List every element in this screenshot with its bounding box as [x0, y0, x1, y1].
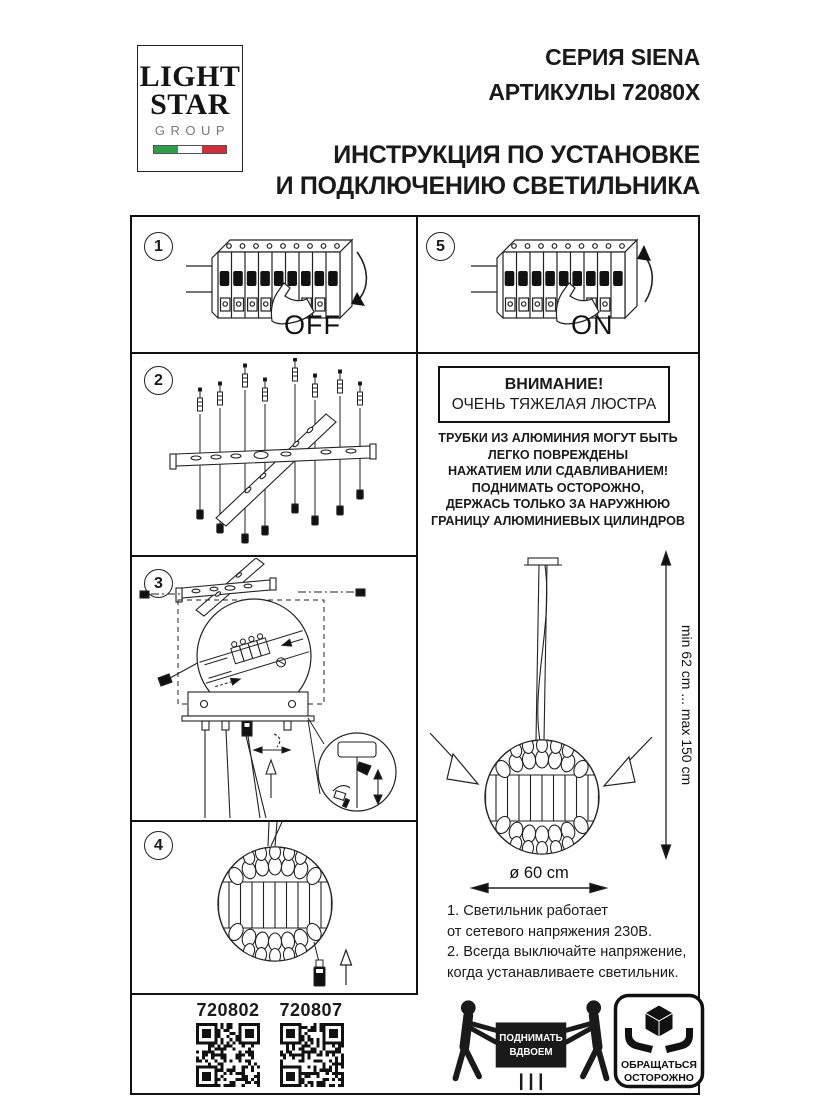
warning-line: ТРУБКИ ИЗ АЛЮМИНИЯ МОГУТ БЫТЬ	[438, 431, 678, 445]
warning-box	[438, 366, 670, 423]
notes	[447, 901, 702, 984]
step-5-number: 5	[436, 237, 445, 255]
side-screw-left	[140, 591, 149, 598]
care-badge-line2: ОСТОРОЖНО	[624, 1072, 694, 1084]
step-2-number: 2	[154, 371, 163, 389]
diameter-label: ø 60 cm	[509, 864, 569, 882]
height-dimension	[662, 552, 671, 858]
lightstar-logo	[137, 45, 243, 172]
chandelier-close-diagram	[170, 822, 380, 991]
cross-bracket	[170, 414, 376, 526]
adjust-arrows	[254, 734, 290, 798]
on-label: ON	[571, 310, 614, 340]
note-line: когда устанавливаете светильник.	[447, 965, 679, 982]
circuit-breaker-on-diagram	[465, 226, 661, 344]
series-title: СЕРИЯ SIENA	[545, 44, 700, 70]
arrow-up-icon	[341, 950, 352, 985]
step-1-number: 1	[154, 237, 163, 255]
wall-anchors	[198, 358, 363, 411]
step-5-badge	[426, 232, 455, 261]
height-range-label: min 62 cm ... max 150 cm	[679, 624, 695, 786]
logo-word-star: STAR	[150, 87, 230, 121]
care-badge-line1: ОБРАЩАТЬСЯ	[621, 1059, 697, 1071]
row-divider-1	[130, 352, 698, 354]
note-line: 1. Светильник работает	[447, 903, 608, 919]
off-label: OFF	[284, 310, 341, 340]
logo-word-group: GROUP	[154, 123, 231, 139]
warning-body	[424, 430, 692, 530]
step-4-number: 4	[154, 836, 163, 854]
document-header	[276, 45, 700, 202]
row-divider-2	[130, 555, 418, 557]
circuit-breaker-off-diagram	[180, 226, 376, 344]
row-divider-4	[130, 993, 418, 995]
step-1-badge	[144, 232, 173, 261]
side-screw-right	[356, 589, 365, 596]
column-divider	[416, 215, 418, 995]
article-number-720802: 720802	[196, 1000, 260, 1020]
flag-white-stripe	[178, 146, 202, 153]
pointer-arrow-right	[604, 737, 652, 786]
warning-line: НАЖАТИЕМ ИЛИ СДАВЛИВАНИЕМ!	[447, 464, 669, 479]
step-4-badge	[144, 831, 173, 860]
article-number-720807: 720807	[279, 1000, 343, 1020]
lift-badge-line2: ВДВОЕМ	[509, 1046, 553, 1058]
warning-line: ЛЕГКО ПОВРЕЖДЕНЫ	[487, 447, 629, 462]
warning-line: ДЕРЖАСЬ ТОЛЬКО ЗА НАРУЖНЮЮ	[445, 497, 671, 512]
instruction-title-line1: ИНСТРУКЦИЯ ПО УСТАНОВКЕ	[333, 140, 700, 169]
warning-heading: ВНИМАНИЕ!	[504, 375, 604, 393]
ceiling-plate	[182, 692, 314, 721]
note-line: 2. Всегда выключайте напряжение,	[447, 944, 687, 961]
qr-code-right	[280, 1023, 344, 1087]
flag-red-stripe	[202, 146, 226, 153]
chandelier-dimension-diagram	[420, 545, 705, 897]
instruction-title-line2: И ПОДКЛЮЧЕНИЮ СВЕТИЛЬНИКА	[275, 172, 700, 201]
connector-plug	[314, 942, 325, 986]
mounting-bracket-anchors-diagram	[148, 358, 403, 550]
articles-title: АРТИКУЛЫ 72080X	[488, 79, 700, 106]
lift-with-two-people-icon	[452, 996, 610, 1094]
flag-green-stripe	[154, 146, 178, 153]
suspension-parts	[202, 721, 291, 818]
lift-badge-line1: ПОДНИМАТЬ	[499, 1033, 563, 1045]
pointer-arrow-left	[430, 733, 478, 784]
qr-code-left	[196, 1023, 260, 1087]
ceiling-canopy	[524, 558, 562, 741]
diameter-dimension	[472, 884, 606, 893]
warning-line: ПОДНИМАТЬ ОСТОРОЖНО,	[471, 480, 645, 495]
italian-flag	[153, 145, 227, 154]
warning-line: ГРАНИЦУ АЛЮМИНИЕВЫХ ЦИЛИНДРОВ	[430, 514, 686, 529]
arrow-up-icon	[637, 245, 651, 261]
canopy-assembly-diagram	[138, 558, 410, 818]
warning-subheading: ОЧЕНЬ ТЯЖЕЛАЯ ЛЮСТРА	[451, 395, 657, 413]
step-3-number: 3	[154, 574, 163, 592]
note-line: от сетевого напряжения 230В.	[447, 923, 653, 940]
logo-word-light: LIGHT	[139, 59, 241, 93]
handle-with-care-icon	[613, 993, 705, 1089]
